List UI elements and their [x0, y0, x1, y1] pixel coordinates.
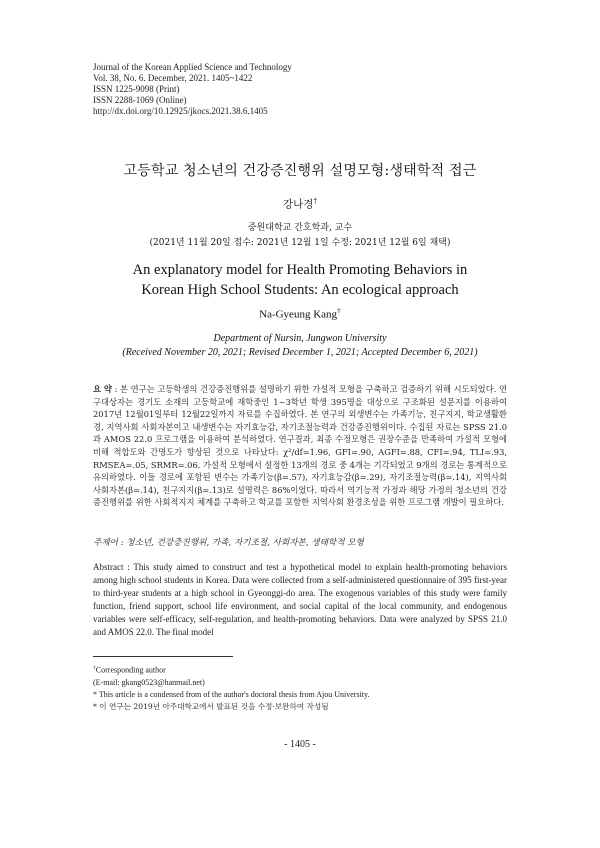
author-english-name: Na-Gyeung Kang — [259, 308, 338, 321]
author-mark: † — [313, 196, 318, 205]
title-korean: 고등학교 청소년의 건강증진행위 설명모형:생태학적 접근 — [123, 163, 477, 179]
title-english-line2: Korean High School Students: An ecological approach — [141, 282, 459, 298]
journal-volume: Vol. 38, No. 6. December, 2021. 1405~1422 — [93, 73, 253, 83]
author-english-mark: † — [337, 306, 341, 315]
footnote-mark: † — [93, 665, 96, 671]
title-english — [80, 260, 520, 300]
abstract-english-label: Abstract — [93, 562, 124, 572]
abstract-korean-label: 요 약 — [93, 384, 112, 394]
author-english — [60, 306, 540, 321]
affiliation-korean: 중원대학교 간호학과, 교수 — [247, 223, 353, 233]
affiliation-english: Department of Nursin, Jungwon University — [213, 333, 387, 344]
dates-korean: (2021년 11월 20일 접수: 2021년 12월 1일 수정: 2021년 12월 6일 채택) — [149, 238, 451, 248]
journal-name: Journal of the Korean Applied Science and Technology — [93, 62, 292, 72]
abstract-korean — [93, 383, 507, 509]
footnote-corresponding — [93, 662, 507, 677]
footnotes — [93, 662, 507, 713]
journal-issn-print: ISSN 1225-9098 (Print) — [93, 84, 180, 94]
title-english-line1: An explanatory model for Health Promoting Behaviors in — [132, 262, 468, 278]
footnote-email: (E-mail: gkang0523@hanmail.net) — [93, 677, 205, 687]
abstract-korean-body: : 본 연구는 고등학생의 건강증진행위를 설명하기 위한 가설적 모형을 구축하고 검증하기 위해 시도되었다. 연구대상자는 경기도 소재의 고등학교에 재학중인 1~3학년 학생 395명을 대상으로 구조화된 설문지를 이용하여 2017년 12월01일부터 12월22일까지 자료를 수집하였다. 본 연구의 외생변수는 가족기능, 친구지지, 학교생활환경, 지역사회 사회자본이고 내생변수는 자기효능감, 자기조절능력과 건강증진행위이다. 수집된 자료는 SPSS 21.0과 AMOS 22.0 프로그램을 이용하여 분석하였다. 연구결과, 최종 수정모형은 권장수준을 만족하여 가설적 모형에 비해 적합도와 간명도가 향상된 것으로 나타났다: χ²/df=1.96, GFI=.90, AGFI=.88, CFI=.94, TLI=.93, RMSEA=.05, SRMR=.06. 가설적 모형에서 설정한 13개의 경로 중 4개는 기각되었고 9개의 경로는 통계적으로 유의하였다. 이들 경로에 포함된 변수는 가족기능(β=.57), 자기효능감(β=.29), 자기조절능력(β=.14), 지역사회 사회자본(β=.14), 친구지지(β=.13)로 설명력은 86%이었다. 따라서 역기능적 가정과 해당 가정의 청소년의 건강증진행위를 위한 사회적지지 체계를 구축하고 학교를 포함한 지역사회 환경조성을 위한 프로그램 개발이 필요하다. — [93, 384, 508, 508]
journal-header — [93, 62, 513, 117]
author-korean — [60, 196, 540, 212]
journal-doi: http://dx.doi.org/10.12925/jkocs.2021.38.6.1405 — [93, 106, 268, 116]
footnote-corresponding-label: Corresponding author — [95, 665, 166, 675]
abstract-english-body: : This study aimed to construct and test a hypothetical model to explain health-promoting behaviors among high school students in Korea. Data were collected from a self-administered questionnaire of 395 first-year to third-year students at a high school in Gyeonggi-do area. The exogenous variables of this study were family function, friend support, school life environment, and social capital of the local community, and endogenous variables were self-efficacy, self-regulation, and health-promoting behaviors. Data were analyzed by SPSS 21.0 and AMOS 22.0. The final model — [93, 562, 507, 637]
journal-issn-online: ISSN 2288-1069 (Online) — [93, 95, 187, 105]
author-korean-name: 강나경 — [282, 198, 314, 211]
footnote-note-korean: * 이 연구는 2019년 아주대학교에서 발표된 것을 수정·보완하여 작성됨 — [93, 701, 329, 711]
abstract-english — [93, 561, 507, 638]
dates-english: (Received November 20, 2021; Revised December 1, 2021; Accepted December 6, 2021) — [122, 347, 478, 358]
keywords-korean: 주제어 : 청소년, 건강증진행위, 가족, 자기조절, 사회자본, 생태학적 모형 — [93, 538, 364, 548]
page-number: - 1405 - — [284, 739, 316, 750]
footnote-note-english: * This article is a condensed from of the author's doctoral thesis from Ajou University. — [93, 689, 370, 699]
footnote-divider — [93, 656, 233, 657]
